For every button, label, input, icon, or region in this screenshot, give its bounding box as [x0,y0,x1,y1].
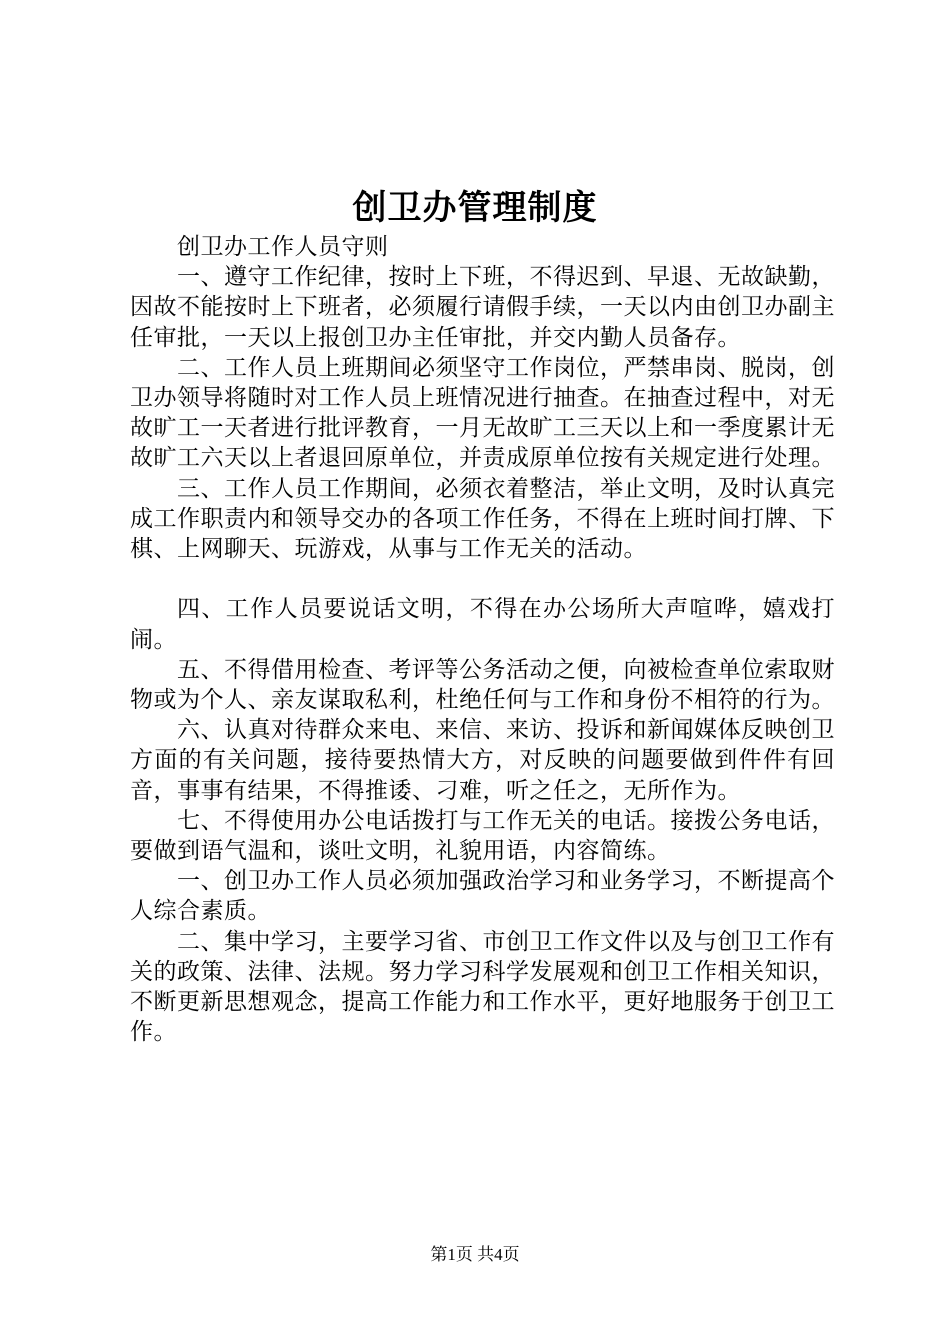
paragraph: 二、工作人员上班期间必须坚守工作岗位，严禁串岗、脱岗，创卫办领导将随时对工作人员上班情况进行抽查。在抽查过程中，对无故旷工一天者进行批评教育，一月无故旷工三天以上和一季度累计无故旷工六天以上者退回原单位，并责成原单位按有关规定进行处理。 [130,354,835,472]
paragraph: 七、不得使用办公电话拨打与工作无关的电话。接拨公务电话，要做到语气温和，谈吐文明，礼貌用语，内容简练。 [130,807,835,865]
paragraph: 二、集中学习，主要学习省、市创卫工作文件以及与创卫工作有关的政策、法律、法规。努力学习科学发展观和创卫工作相关知识，不断更新思想观念，提高工作能力和工作水平，更好地服务于创卫工作。 [130,928,835,1046]
paragraph: 六、认真对待群众来电、来信、来访、投诉和新闻媒体反映创卫方面的有关问题，接待要热情大方，对反映的问题要做到件件有回音，事事有结果，不得推诿、刁难，听之任之，无所作为。 [130,717,835,804]
paragraph: 一、遵守工作纪律，按时上下班，不得迟到、早退、无故缺勤，因故不能按时上下班者，必须履行请假手续，一天以内由创卫办副主任审批，一天以上报创卫办主任审批，并交内勤人员备存。 [130,264,835,351]
paragraph: 一、创卫办工作人员必须加强政治学习和业务学习，不断提高个人综合素质。 [130,868,835,925]
document-body [130,232,835,1047]
section-heading: 创卫办工作人员守则 [177,234,389,260]
document-title: 创卫办管理制度 [352,188,598,228]
page-footer: 第1页 共4页 [430,1245,520,1264]
paragraph: 五、不得借用检查、考评等公务活动之便，向被检查单位索取财物或为个人、亲友谋取私利，杜绝任何与工作和身份不相符的行为。 [130,656,835,714]
paragraph: 四、工作人员要说话文明，不得在办公场所大声喧哗，嬉戏打闹。 [130,596,835,653]
paragraph: 三、工作人员工作期间，必须衣着整洁，举止文明，及时认真完成工作职责内和领导交办的各项工作任务，不得在上班时间打牌、下棋、上网聊天、玩游戏，从事与工作无关的活动。 [130,475,835,563]
